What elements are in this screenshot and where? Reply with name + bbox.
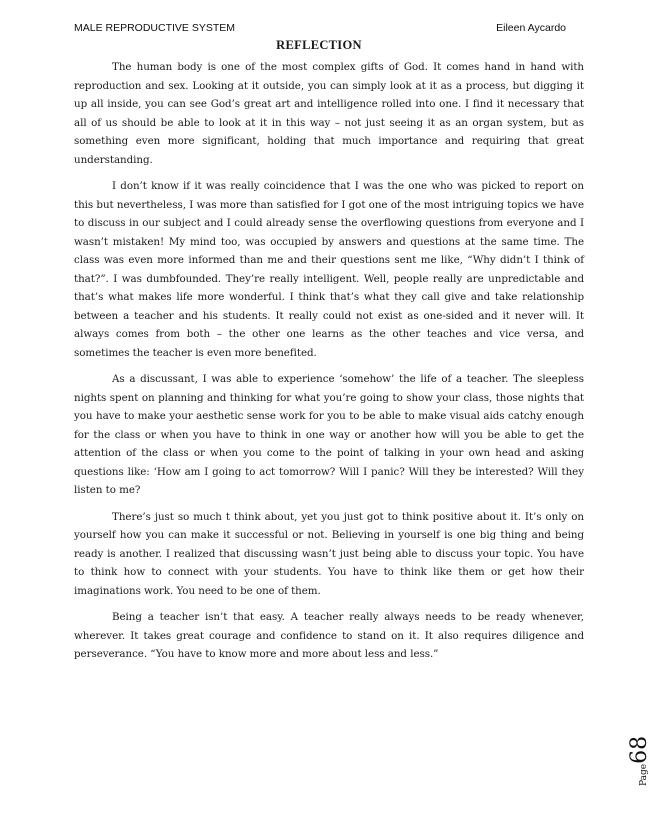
page-number: 68: [627, 735, 652, 764]
paragraph-3: As a discussant, I was able to experience ‘somehow’ the life of a teacher. The sleepless nights spent on planning and thinking for what you’re going to show your class, those nights that you have to make your aesthetic sense work for you to be able to make visual aids catchy enough for the class or when you have to think in one way or another how will you be able to get the attention of the class or when you come to the point of talking in your own head and asking questions like: ‘How am I going to act tomorrow? Will I panic? Will they be interested? Will they listen to me?: [74, 373, 584, 496]
page-number-rotated: [627, 736, 652, 786]
page-number-label: [597, 716, 652, 786]
page-header: [74, 22, 566, 36]
paragraph-1: The human body is one of the most complex gifts of God. It comes hand in hand with reproduction and sex. Looking at it outside, you can simply look at it as a process, but digging it up all inside, you can see God’s great art and intelligence rolled into one. I find it necessary that all of us should be able to look at it in this way – not just seeing it as an organ system, but as something even more significant, holding that much importance and requiring that great understanding.: [74, 61, 584, 166]
header-document-title: MALE REPRODUCTIVE SYSTEM: [74, 22, 236, 34]
body-text: [74, 58, 584, 672]
paragraph-4: There’s just so much t think about, yet you just got to think positive about it. It’s only on yourself how you can make it successful or not. Believing in yourself is one big thing and being ready is another. I realized that discussing wasn’t just being able to discuss your topic. You have to think how to connect with your students. You have to think like them or get how their imaginations work. You need to be one of them.: [74, 510, 584, 597]
paragraph-2: I don’t know if it was really coincidence that I was the one who was picked to report on this but nevertheless, I was more than satisfied for I got one of the most intriguing topics we have to discuss in our subject and I could already sense the overflowing questions from everyone and I wasn’t mistaken! My mind too, was occupied by answers and questions at the same time. The class was even more informed than me and their questions sent me like, “Why didn’t I think of that?”. I was dumbfounded. They’re really intelligent. Well, people really are unpredictable and that’s what makes life more wonderful. I think that’s what they call give and take relationship between a teacher and his students. It really could not exist as one-sided and it never will. It always comes from both – the other one learns as the other teaches and vice versa, and sometimes the teacher is even more benefited.: [74, 180, 584, 359]
paragraph-5: Being a teacher isn’t that easy. A teacher really always needs to be ready whenever, wherever. It takes great courage and confidence to stand on it. It also requires diligence and perseverance. “You have to know more and more about less and less.”: [74, 611, 584, 660]
page-word: Page: [639, 763, 649, 786]
section-title: REFLECTION: [276, 38, 362, 52]
header-author: Eileen Aycardo: [496, 22, 566, 34]
